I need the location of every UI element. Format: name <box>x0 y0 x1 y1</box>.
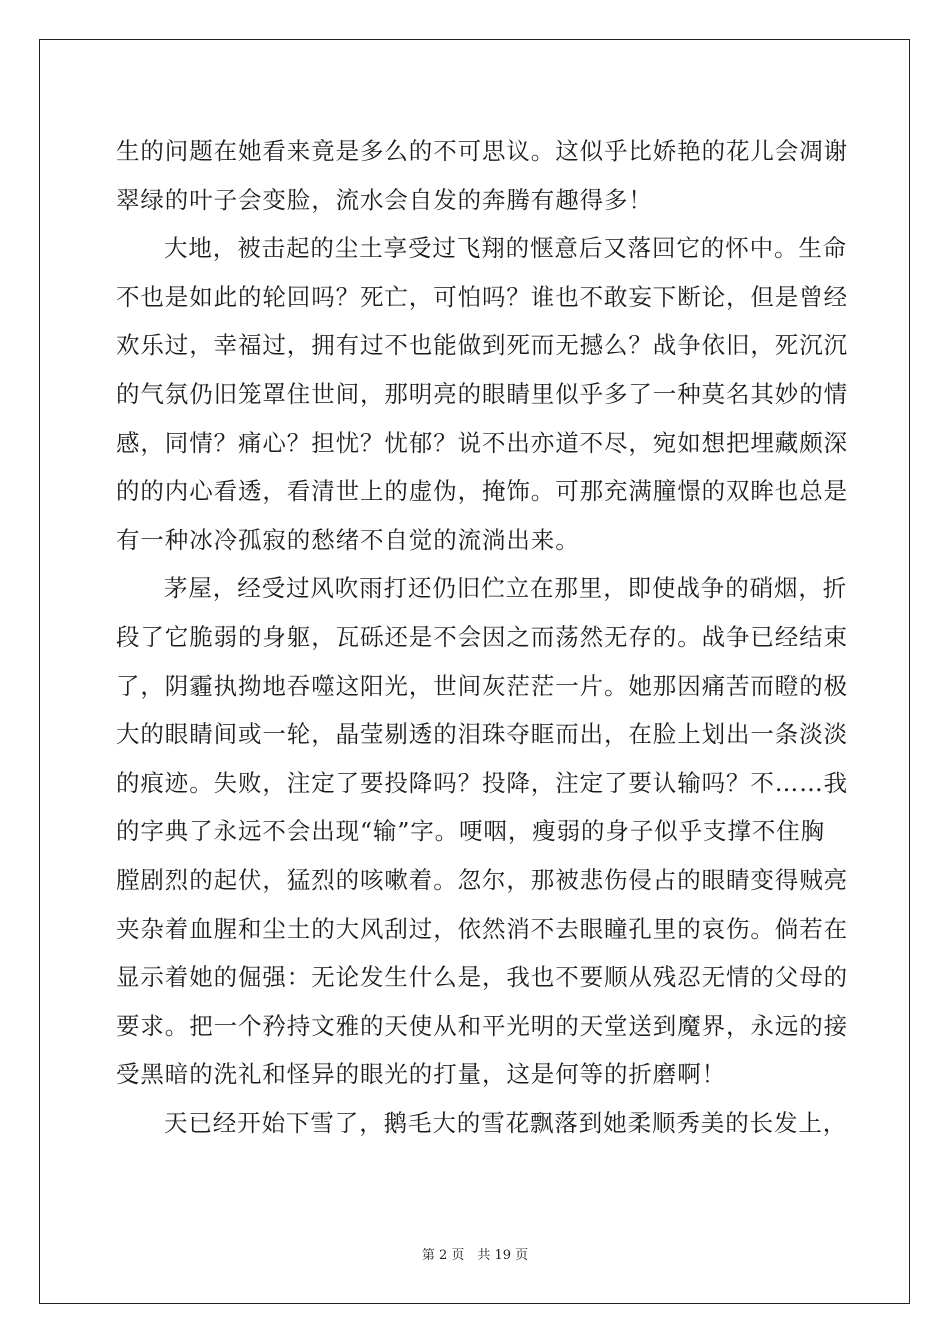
text-line: 生的问题在她看来竟是多么的不可思议。这似乎比娇艳的花儿会凋谢 <box>116 137 848 165</box>
text-line: 的的内心看透，看清世上的虚伪，掩饰。可那充满朣憬的双眸也总是 <box>116 477 848 506</box>
text-line: 的气氛仍旧笼罩住世间，那明亮的眼睛里似乎多了一种莫名其妙的情 <box>116 379 848 408</box>
paragraph <box>116 564 848 1099</box>
text-line: 的痕迹。失败，注定了要投降吗？投降，注定了要认输吗？不……我 <box>116 768 848 797</box>
text-line: 感，同情？痛心？担忧？忧郁？说不出亦道不尽，宛如想把埋藏颇深 <box>116 428 848 457</box>
text-line: 不也是如此的轮回吗？死亡，可怕吗？谁也不敢妄下断论，但是曾经 <box>116 282 848 311</box>
paragraph <box>116 224 848 564</box>
text-line: 的字典了永远不会出现“输”字。哽咽，瘦弱的身子似乎支撑不住胸 <box>116 817 826 846</box>
text-line: 茅屋，经受过风吹雨打还仍旧伫立在那里，即使战争的硝烟，折 <box>164 574 848 603</box>
text-line: 天已经开始下雪了，鹅毛大的雪花飘落到她柔顺秀美的长发上， <box>164 1108 848 1137</box>
text-line: 显示着她的倔强：无论发生什么是，我也不要顺从残忍无情的父母的 <box>116 963 848 992</box>
text-line: 翠绿的叶子会变脸，流水会自发的奔腾有趣得多！ <box>116 185 653 214</box>
text-line: 要求。把一个矜持文雅的天使从和平光明的天堂送到魔界，永远的接 <box>116 1011 848 1040</box>
text-line: 欢乐过，幸福过，拥有过不也能做到死而无撼么？战争依旧，死沉沉 <box>116 331 848 360</box>
page-footer: 第 2 页 共 19 页 <box>421 1248 529 1263</box>
text-line: 膛剧烈的起伏，猛烈的咳嗽着。忽尔，那被悲伤侵占的眼睛变得贼亮 <box>116 865 848 894</box>
document-body <box>116 127 848 1147</box>
text-line: 受黑暗的洗礼和怪异的眼光的打量，这是何等的折磨啊！ <box>116 1060 726 1089</box>
text-line: 有一种冰冷孤寂的愁绪不自觉的流淌出来。 <box>116 525 580 554</box>
paragraph <box>116 127 848 224</box>
text-line: 大的眼睛间或一轮，晶莹剔透的泪珠夺眶而出，在脸上划出一条淡淡 <box>116 720 848 749</box>
paragraph <box>116 1099 848 1148</box>
text-line: 夹杂着血腥和尘土的大风刮过，依然消不去眼瞳孔里的哀伤。倘若在 <box>116 914 848 943</box>
text-line: 段了它脆弱的身躯，瓦砾还是不会因之而荡然无存的。战争已经结束 <box>116 622 848 651</box>
text-line: 了，阴霾执拗地吞噬这阳光，世间灰茫茫一片。她那因痛苦而瞪的极 <box>116 671 848 700</box>
text-line: 大地，被击起的尘土享受过飞翔的惬意后又落回它的怀中。生命 <box>164 234 848 263</box>
